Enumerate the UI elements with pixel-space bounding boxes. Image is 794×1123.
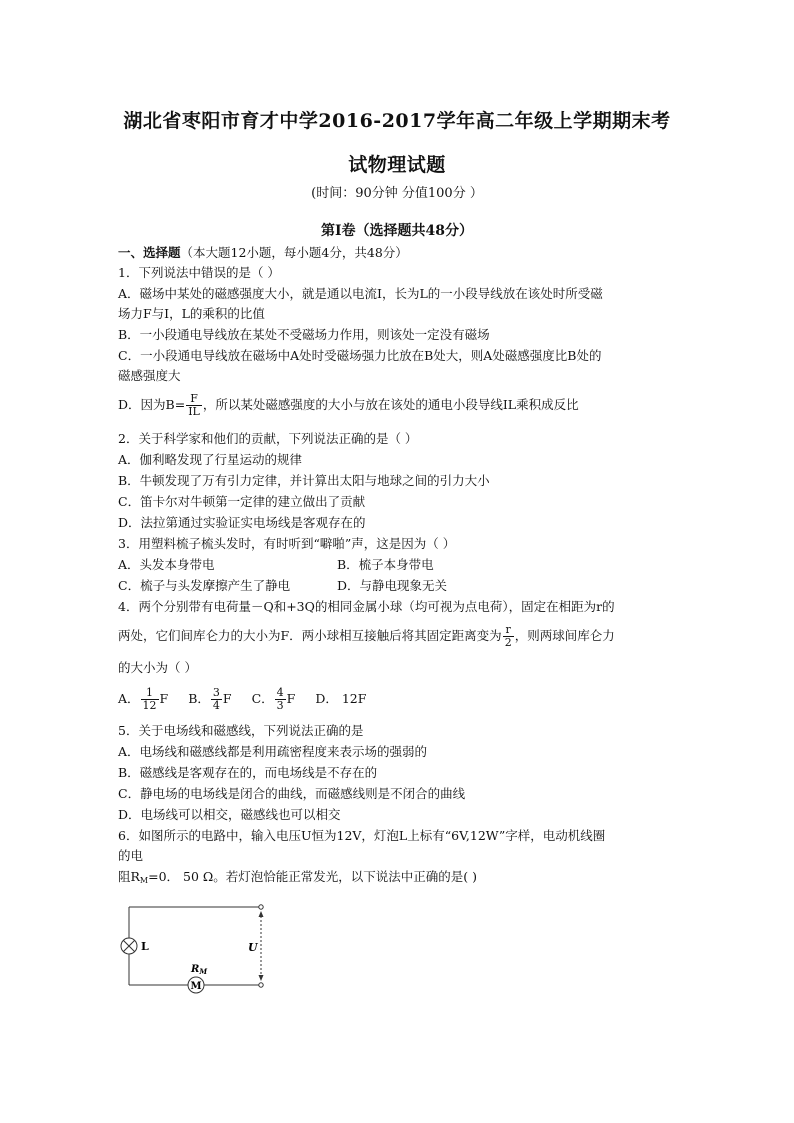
section-note: （本大题12小题，每小题4分，共48分） — [180, 245, 408, 260]
q6-l3-suffix: =0． 50 Ω。若灯泡恰能正常发光，以下说法中正确的是( ) — [148, 869, 477, 884]
q2-stem: 2．关于科学家和他们的贡献，下列说法正确的是（ ） — [118, 431, 418, 446]
resistor-label — [190, 964, 207, 976]
q4-a-unit: F — [159, 691, 169, 706]
exam-title-line-2: 试物理试题 — [348, 154, 446, 176]
q4-option-a-label: A． — [118, 691, 140, 706]
q1-option-a-line-2: 场力F与I，L的乘积的比值 — [118, 306, 265, 321]
q4-option-b-label: B． — [188, 691, 210, 706]
circuit-diagram — [118, 898, 278, 998]
resistor-label-sub: M — [199, 967, 208, 976]
q1-d-suffix: ，所以某处磁感强度的大小与放在该处的通电小段导线IL乘积成反比 — [202, 397, 579, 412]
q1-stem: 1．下列说法中错误的是（ ） — [118, 265, 280, 280]
q1-d-numerator: F — [186, 393, 202, 406]
q1-d-denominator: IL — [188, 405, 200, 418]
q4-r-over-2-fraction — [503, 624, 514, 649]
q5-option-d: D．电场线可以相交，磁感线也可以相交 — [118, 807, 341, 822]
q4-option-a-fraction — [141, 687, 159, 712]
q4-b-unit: F — [222, 691, 232, 706]
q4-line-1: 4．两个分别带有电荷量－Q和+3Q的相同金属小球（均可视为点电荷），固定在相距为r的 — [118, 599, 615, 614]
q4-line-3: 的大小为（ ） — [118, 660, 197, 675]
q4-option-c-fraction — [275, 687, 286, 712]
q6-line-2: 的电 — [118, 848, 144, 863]
q6-l3-prefix: 阻R — [118, 869, 140, 884]
q1-option-c-line-1: C．一小段通电导线放在磁场中A处时受磁场强力比放在B处大，则A处磁感强度比B处的 — [118, 348, 602, 363]
q6-l3-subscript: M — [139, 876, 149, 885]
q4-l2-prefix: 两处，它们间库仑力的大小为F．两小球相互接触后将其固定距离变为 — [118, 628, 502, 643]
q1-d-prefix: D．因为 — [118, 397, 166, 412]
voltage-label: U — [248, 941, 258, 954]
part-heading: 第Ⅰ卷（选择题共48分） — [320, 223, 474, 239]
q5-option-b: B．磁感线是客观存在的，而电场线是不存在的 — [118, 765, 378, 780]
q4-l2-suffix: ，则两球间库仑力 — [514, 628, 615, 643]
terminal-top — [259, 905, 263, 909]
section-label: 一、选择题 — [118, 245, 181, 260]
voltage-arrow-up — [259, 911, 264, 917]
exam-title-line-1: 湖北省枣阳市育才中学2016-2017学年高二年级上学期期末考 — [123, 110, 671, 132]
q5-option-a: A．电场线和磁感线都是利用疏密程度来表示场的强弱的 — [118, 744, 428, 759]
q4-option-c-label: C． — [251, 691, 274, 706]
q4-options — [118, 684, 366, 714]
q4-option-d: D． 12F — [315, 691, 367, 706]
q4-l2-numerator: r — [503, 624, 514, 637]
voltage-arrow-down — [259, 975, 264, 981]
q1-option-c-line-2: 磁感强度大 — [118, 368, 181, 383]
q4-line-2 — [118, 621, 615, 651]
q5-option-c: C．静电场的电场线是闭合的曲线，而磁感线则是不闭合的曲线 — [118, 786, 466, 801]
resistor-label-main: R — [191, 964, 200, 975]
q4-c-numerator: 4 — [276, 686, 284, 699]
q3-option-a: A．头发本身带电 — [118, 557, 215, 572]
terminal-bottom — [259, 983, 263, 987]
q3-option-d: D．与静电现象无关 — [337, 578, 448, 593]
lamp-label: L — [141, 940, 149, 953]
q2-option-c: C．笛卡尔对牛顿第一定律的建立做出了贡献 — [118, 494, 366, 509]
q1-option-b: B．一小段通电导线放在某处不受磁场力作用，则该处一定没有磁场 — [118, 327, 490, 342]
exam-time-score: (时间：90分钟 分值100分 ） — [311, 186, 483, 201]
q2-option-b: B．牛顿发现了万有引力定律，并计算出太阳与地球之间的引力大小 — [118, 473, 490, 488]
q6-line-1: 6．如图所示的电路中，输入电压U恒为12V，灯泡L上标有“6V,12W”字样，电动机线圈 — [118, 828, 606, 843]
q5-stem: 5．关于电场线和磁感线，下列说法正确的是 — [118, 723, 364, 738]
q2-option-a: A．伽利略发现了行星运动的规律 — [118, 452, 303, 467]
q1-d-formula-lhs: B= — [165, 397, 186, 412]
motor-label: M — [190, 981, 202, 992]
q1-d-fraction — [186, 393, 202, 418]
q4-a-numerator: 1 — [141, 687, 159, 700]
q4-c-unit: F — [286, 691, 296, 706]
q3-stem: 3．用塑料梳子梳头发时，有时听到“噼啪”声，这是因为（ ） — [118, 536, 456, 551]
q3-option-b: B．梳子本身带电 — [337, 557, 434, 572]
q4-b-denominator: 4 — [212, 699, 220, 712]
q4-option-b-fraction — [211, 687, 222, 712]
section-heading — [118, 245, 408, 261]
q6-line-3 — [118, 869, 477, 889]
q4-c-denominator: 3 — [276, 699, 284, 712]
q4-a-denominator: 12 — [142, 699, 157, 712]
q4-l2-denominator: 2 — [504, 636, 512, 649]
q3-option-c: C．梳子与头发摩擦产生了静电 — [118, 578, 291, 593]
q1-option-d — [118, 391, 579, 419]
q4-b-numerator: 3 — [212, 686, 220, 699]
q2-option-d: D．法拉第通过实验证实电场线是客观存在的 — [118, 515, 366, 530]
q1-option-a-line-1: A．磁场中某处的磁感强度大小，就是通以电流I，长为L的一小段导线放在该处时所受磁 — [118, 286, 603, 301]
